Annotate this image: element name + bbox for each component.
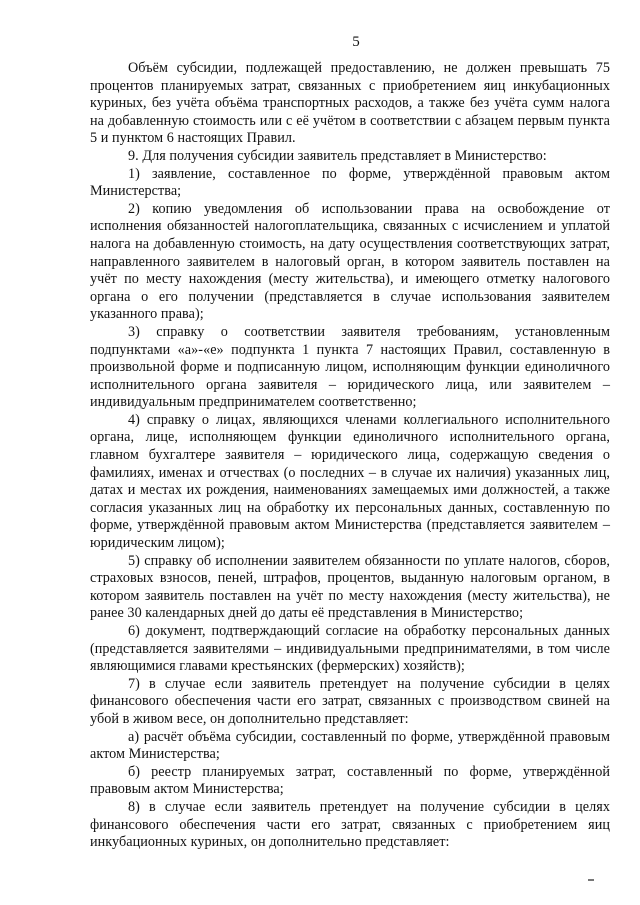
- paragraph: 2) копию уведомления об использовании права на освобождение от исполнения обязанностей налогоплательщика, связанных с исчислением и уплатой налога на добавленную стоимость, на дату осуществления соответствующих затрат, направленного заявителем в налоговый орган, в котором заявитель поставлен на учёт по месту нахождения (месту жительства), и имеющего отметку налогового органа о его получении (представляется в случае использования заявителем указанного права);: [90, 200, 610, 323]
- paragraph: 4) справку о лицах, являющихся членами коллегиального исполнительного органа, лице, исполняющем функции единоличного исполнительного органа, главном бухгалтере заявителя – юридического лица, содержащую сведения о фамилиях, именах и отчествах (о последних – в случае их наличия) указанных лиц, датах и местах их рождения, наименованиях замещаемых ими должностей, а также согласия указанных лиц на обработку их персональных данных, составленную по форме, утверждённой правовым актом Министерства (представляется заявителем – юридическим лицом);: [90, 411, 610, 552]
- paragraph: 5) справку об исполнении заявителем обязанности по уплате налогов, сборов, страховых взносов, пеней, штрафов, процентов, выданную налоговым органом, в котором заявитель поставлен на учёт по месту нахождения (месту жительства), не ранее 30 календарных дней до даты её представления в Министерство;: [90, 552, 610, 622]
- paragraph: 1) заявление, составленное по форме, утверждённой правовым актом Министерства;: [90, 165, 610, 200]
- document-body: [90, 60, 610, 852]
- paragraph: а) расчёт объёма субсидии, составленный по форме, утверждённой правовым актом Министерства;: [90, 728, 610, 763]
- scan-mark: [588, 879, 594, 881]
- paragraph: 9. Для получения субсидии заявитель представляет в Министерство:: [128, 147, 547, 164]
- page-number: 5: [352, 34, 360, 50]
- paragraph: 8) в случае если заявитель претендует на получение субсидии в целях финансового обеспечения части его затрат, связанных с приобретением яиц инкубационных куриных, он дополнительно представляет:: [90, 798, 610, 851]
- paragraph: 3) справку о соответствии заявителя требованиям, установленным подпунктами «а»-«е» подпункта 1 пункта 7 настоящих Правил, составленную в произвольной форме и подписанную лицом, исполняющим функции единоличного исполнительного органа заявителя – юридического лица, или заявителем – индивидуальным предпринимателем соответственно;: [90, 323, 610, 411]
- paragraph: б) реестр планируемых затрат, составленный по форме, утверждённой правовым актом Министерства;: [90, 763, 610, 798]
- paragraph: 7) в случае если заявитель претендует на получение субсидии в целях финансового обеспечения части его затрат, связанных с производством свиней на убой в живом весе, он дополнительно представляет:: [90, 675, 610, 727]
- paragraph: Объём субсидии, подлежащей предоставлению, не должен превышать 75 процентов планируемых затрат, связанных с приобретением яиц инкубационных куриных, без учёта объёма транспортных расходов, а также без учёта сумм налога на добавленную стоимость или с её учётом в соответствии с абзацем первым пункта 5 и пунктом 6 настоящих Правил.: [90, 60, 610, 147]
- paragraph: 6) документ, подтверждающий согласие на обработку персональных данных (представляется заявителями – индивидуальными предпринимателями, в том числе являющимися главами крестьянских (фермерских) хозяйств);: [90, 623, 610, 675]
